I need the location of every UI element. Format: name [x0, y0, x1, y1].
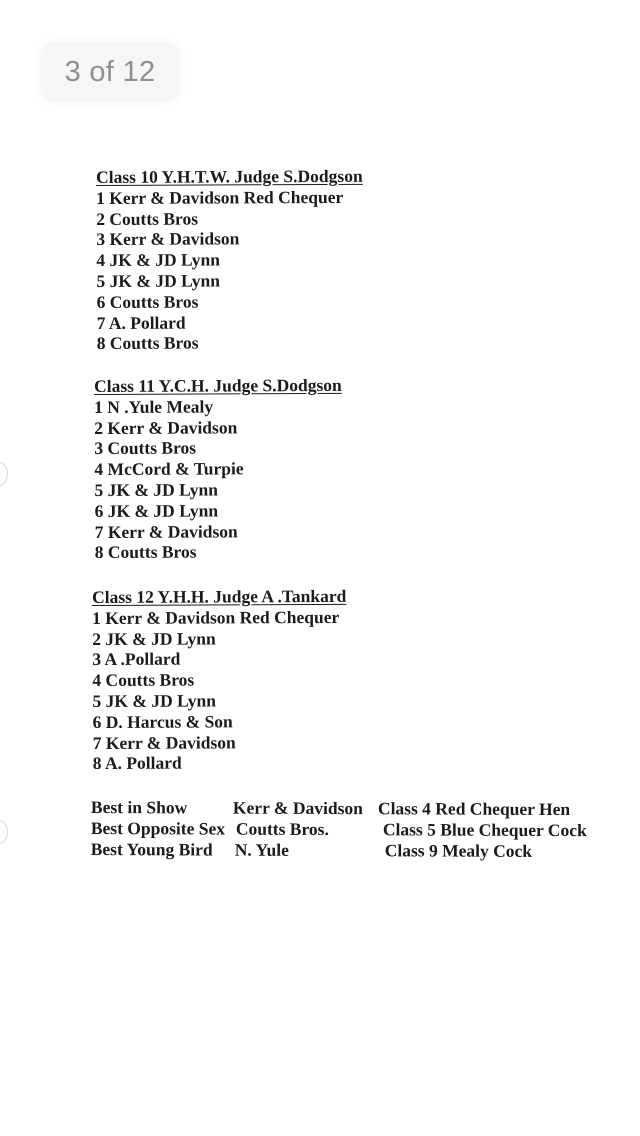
- section-heading: Class 12 Y.H.H. Judge A .Tankard: [92, 585, 347, 607]
- result-row: 4 Coutts Bros: [92, 669, 195, 691]
- results-class-10: [96, 166, 363, 354]
- result-row: 1 N .Yule Mealy: [94, 396, 214, 417]
- result-row: 3 Kerr & Davidson: [96, 228, 240, 250]
- result-row: 2 Coutts Bros: [96, 208, 199, 229]
- award-winner: Kerr & Davidson: [232, 797, 363, 819]
- section-heading: Class 11 Y.C.H. Judge S.Dodgson: [94, 374, 342, 396]
- result-row: 5 JK & JD Lynn: [92, 690, 217, 711]
- result-row: 6 D. Harcus & Son: [92, 711, 233, 732]
- result-row: 7 A. Pollard: [96, 312, 186, 333]
- page-indicator: [40, 42, 180, 102]
- result-row: 8 Coutts Bros: [96, 332, 199, 354]
- result-row: 6 JK & JD Lynn: [94, 500, 219, 521]
- result-row: 5 JK & JD Lynn: [94, 479, 219, 500]
- result-row: 5 JK & JD Lynn: [96, 270, 221, 291]
- result-row: 3 A .Pollard: [92, 649, 181, 670]
- result-row: 1 Kerr & Davidson Red Chequer: [96, 186, 344, 208]
- result-row: 7 Kerr & Davidson: [94, 520, 238, 542]
- result-row: 4 McCord & Turpie: [94, 458, 244, 480]
- result-row: 7 Kerr & Davidson: [92, 731, 236, 753]
- result-row: 6 Coutts Bros: [96, 291, 199, 312]
- award-winner: Coutts Bros.: [235, 818, 329, 840]
- award-class: Class 9 Mealy Cock: [384, 840, 533, 861]
- results-class-12: [92, 586, 347, 774]
- result-row: 3 Coutts Bros: [94, 437, 197, 459]
- award-winner: N. Yule: [234, 839, 289, 860]
- award-class: Class 4 Red Chequer Hen: [377, 798, 571, 820]
- result-row: 8 Coutts Bros: [94, 541, 197, 563]
- left-edge-mark: [0, 820, 8, 844]
- result-row: 4 JK & JD Lynn: [96, 249, 220, 271]
- award-class: Class 5 Blue Chequer Cock: [382, 819, 587, 841]
- section-heading: Class 10 Y.H.T.W. Judge S.Dodgson: [96, 165, 363, 187]
- result-row: 2 JK & JD Lynn: [92, 628, 216, 649]
- award-title: Best in Show: [90, 797, 188, 818]
- result-row: 8 A. Pollard: [92, 752, 182, 774]
- awards-table: [91, 797, 621, 869]
- result-row: 2 Kerr & Davidson: [94, 416, 238, 438]
- page-indicator-text: 3 of 12: [64, 55, 156, 88]
- result-row: 1 Kerr & Davidson Red Chequer: [92, 606, 340, 628]
- left-edge-mark: [0, 462, 8, 486]
- award-title: Best Young Bird: [90, 838, 213, 860]
- award-title: Best Opposite Sex: [90, 817, 226, 839]
- results-class-11: [94, 375, 342, 563]
